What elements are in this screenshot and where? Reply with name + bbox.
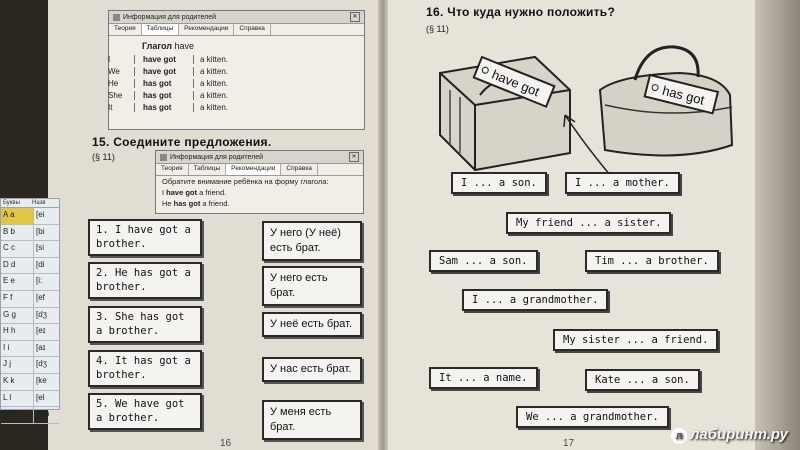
- example-2-post: a friend.: [200, 199, 230, 208]
- alphabet-letters: I i: [1, 341, 34, 357]
- grammar-pronoun: He: [108, 79, 135, 88]
- alphabet-row: [1, 274, 59, 291]
- book-spine: [378, 0, 388, 450]
- alphabet-sound: [dʒ: [36, 309, 48, 319]
- grammar-object: a kitten.: [200, 54, 229, 64]
- alphabet-sound: [el: [36, 392, 45, 402]
- window-title-bar: [109, 11, 364, 24]
- exercise-15-heading: 15. Соедините предложения.: [92, 135, 272, 149]
- alphabet-letters: M m: [1, 407, 34, 423]
- alphabet-row: [1, 291, 59, 308]
- watermark: [671, 426, 788, 444]
- alphabet-letters: L l: [1, 391, 34, 407]
- alphabet-header-letters: Буквы: [3, 200, 20, 206]
- window-app-icon: [160, 154, 167, 161]
- alphabet-letters: B b: [1, 225, 34, 241]
- alphabet-letters: C c: [1, 241, 34, 257]
- grammar-verb: has got: [135, 91, 194, 100]
- alphabet-sound: [eɪ: [36, 326, 46, 336]
- alphabet-row: [1, 357, 59, 374]
- word-card-1[interactable]: I ... a son.: [451, 172, 547, 194]
- window-example-1: [156, 187, 363, 198]
- binder-edge: [755, 0, 800, 450]
- window-tabs: [156, 164, 363, 176]
- alphabet-letters: G g: [1, 308, 34, 324]
- tab-theory[interactable]: Теория: [109, 24, 142, 35]
- window-example-2: [156, 198, 363, 209]
- match-card-ru-3[interactable]: У неё есть брат.: [262, 312, 362, 337]
- match-card-ru-5[interactable]: У меня есть брат.: [262, 400, 362, 440]
- grammar-row: [108, 77, 228, 89]
- alphabet-sound: [ef: [36, 292, 45, 302]
- tag-has-got-text: has got: [660, 82, 706, 108]
- match-card-ru-4[interactable]: У нас есть брат.: [262, 357, 362, 382]
- alphabet-sound: [di: [36, 259, 45, 269]
- grammar-verb: has got: [135, 103, 194, 112]
- alphabet-letters: E e: [1, 274, 34, 290]
- tag-have-got-text: have got: [489, 66, 542, 100]
- match-card-en-5[interactable]: 5. We have got a brother.: [88, 393, 202, 430]
- alphabet-row: [1, 308, 59, 325]
- match-card-en-2[interactable]: 2. He has got a brother.: [88, 262, 202, 299]
- alphabet-row: [1, 225, 59, 242]
- grammar-pronoun: It: [108, 103, 135, 112]
- window-app-icon: [113, 14, 120, 21]
- grammar-object: a kitten.: [200, 66, 229, 76]
- alphabet-letters: F f: [1, 291, 34, 307]
- tab-tables[interactable]: Таблицы: [142, 24, 180, 35]
- alphabet-letters: H h: [1, 324, 34, 340]
- word-card-2[interactable]: I ... a mother.: [565, 172, 680, 194]
- word-card-6[interactable]: I ... a grandmother.: [462, 289, 608, 311]
- word-card-5[interactable]: Tim ... a brother.: [585, 250, 719, 272]
- alphabet-row: [1, 391, 59, 408]
- exercise-16-heading: 16. Что куда нужно положить?: [426, 5, 616, 19]
- labirint-logo-icon: л: [671, 428, 687, 444]
- exercise-16-section: (§ 11): [426, 24, 449, 34]
- alphabet-row: [1, 374, 59, 391]
- page-number-left: 16: [220, 438, 232, 449]
- alphabet-sound: [bi: [36, 226, 45, 236]
- tab-help[interactable]: Справка: [234, 24, 271, 35]
- word-card-8[interactable]: It ... a name.: [429, 367, 538, 389]
- example-2-pre: He: [162, 199, 174, 208]
- tab-theory[interactable]: Теория: [156, 164, 189, 175]
- alphabet-letters: D d: [1, 258, 34, 274]
- match-card-ru-1[interactable]: У него (У неё) есть брат.: [262, 221, 362, 261]
- grammar-row: [108, 65, 228, 77]
- alphabet-sound: [i:: [36, 276, 43, 286]
- watermark-text: лабиринт.ру: [690, 426, 788, 443]
- grammar-verb: has got: [135, 79, 194, 88]
- grammar-object: a kitten.: [200, 78, 229, 88]
- match-card-ru-2[interactable]: У него есть брат.: [262, 266, 362, 306]
- grammar-row: [108, 101, 228, 113]
- window-title: Информация для родителей: [170, 153, 264, 161]
- grammar-verb: have got: [135, 67, 194, 76]
- example-1-post: a friend.: [197, 188, 227, 197]
- tab-recommendations[interactable]: Рекомендации: [179, 24, 234, 35]
- alphabet-header-name: Назв: [32, 200, 46, 206]
- grammar-title-verb: have: [174, 41, 195, 51]
- alphabet-letters: J j: [1, 357, 34, 373]
- example-1-verb: have got: [166, 188, 198, 197]
- example-2-verb: has got: [173, 199, 201, 208]
- grammar-row: [108, 53, 228, 65]
- alphabet-sound: [si: [36, 243, 44, 253]
- alphabet-sound: [ei: [36, 210, 45, 219]
- grammar-table-title: [142, 41, 228, 51]
- example-1-pre: I: [162, 188, 167, 197]
- grammar-table: [108, 41, 228, 113]
- exercise-15-section: (§ 11): [92, 152, 115, 162]
- close-icon[interactable]: ✕: [350, 12, 360, 22]
- alphabet-row: [1, 341, 59, 358]
- window-title: Информация для родителей: [123, 13, 217, 21]
- tab-tables[interactable]: Таблицы: [189, 164, 227, 175]
- word-card-9[interactable]: Kate ... a son.: [585, 369, 700, 391]
- word-card-3[interactable]: My friend ... a sister.: [506, 212, 671, 234]
- match-card-en-1[interactable]: 1. I have got a brother.: [88, 219, 202, 256]
- close-icon[interactable]: ✕: [349, 152, 359, 162]
- match-card-en-4[interactable]: 4. It has got a brother.: [88, 350, 202, 387]
- window-note: Обратите внимание ребёнка на форму глагола:: [162, 177, 329, 186]
- alphabet-header: [1, 199, 59, 208]
- match-card-en-3[interactable]: 3. She has got a brother.: [88, 306, 202, 343]
- grammar-pronoun: We: [108, 67, 135, 76]
- bags-illustration: [420, 35, 750, 175]
- grammar-object: a kitten.: [200, 90, 229, 100]
- alphabet-row: [1, 324, 59, 341]
- page-number-right: 17: [563, 438, 575, 449]
- word-card-10[interactable]: We ... a grandmother.: [516, 406, 669, 428]
- word-card-7[interactable]: My sister ... a friend.: [553, 329, 718, 351]
- grammar-pronoun: I: [108, 55, 135, 64]
- alphabet-row: [1, 208, 59, 225]
- word-card-4[interactable]: Sam ... a son.: [429, 250, 538, 272]
- alphabet-row: [1, 407, 59, 424]
- alphabet-letters: A a: [1, 208, 34, 224]
- grammar-row: [108, 89, 228, 101]
- alphabet-row: [1, 258, 59, 275]
- alphabet-sound: [dʒ: [36, 359, 48, 369]
- alphabet-sound: [ke: [36, 375, 47, 385]
- window-tabs: [109, 24, 364, 36]
- alphabet-sound: [em: [36, 409, 50, 419]
- grammar-verb: have got: [135, 55, 194, 64]
- parent-info-window-15: [155, 150, 364, 214]
- alphabet-row: [1, 241, 59, 258]
- window-title-bar: [156, 151, 363, 164]
- tab-recommendations[interactable]: Рекомендации: [226, 164, 281, 175]
- tab-help[interactable]: Справка: [281, 164, 318, 175]
- alphabet-letters: K k: [1, 374, 34, 390]
- grammar-pronoun: She: [108, 91, 135, 100]
- alphabet-card: [0, 198, 60, 419]
- alphabet-sound: [aɪ: [36, 342, 46, 352]
- grammar-object: a kitten.: [200, 102, 229, 112]
- grammar-title-word: Глагол: [142, 41, 172, 51]
